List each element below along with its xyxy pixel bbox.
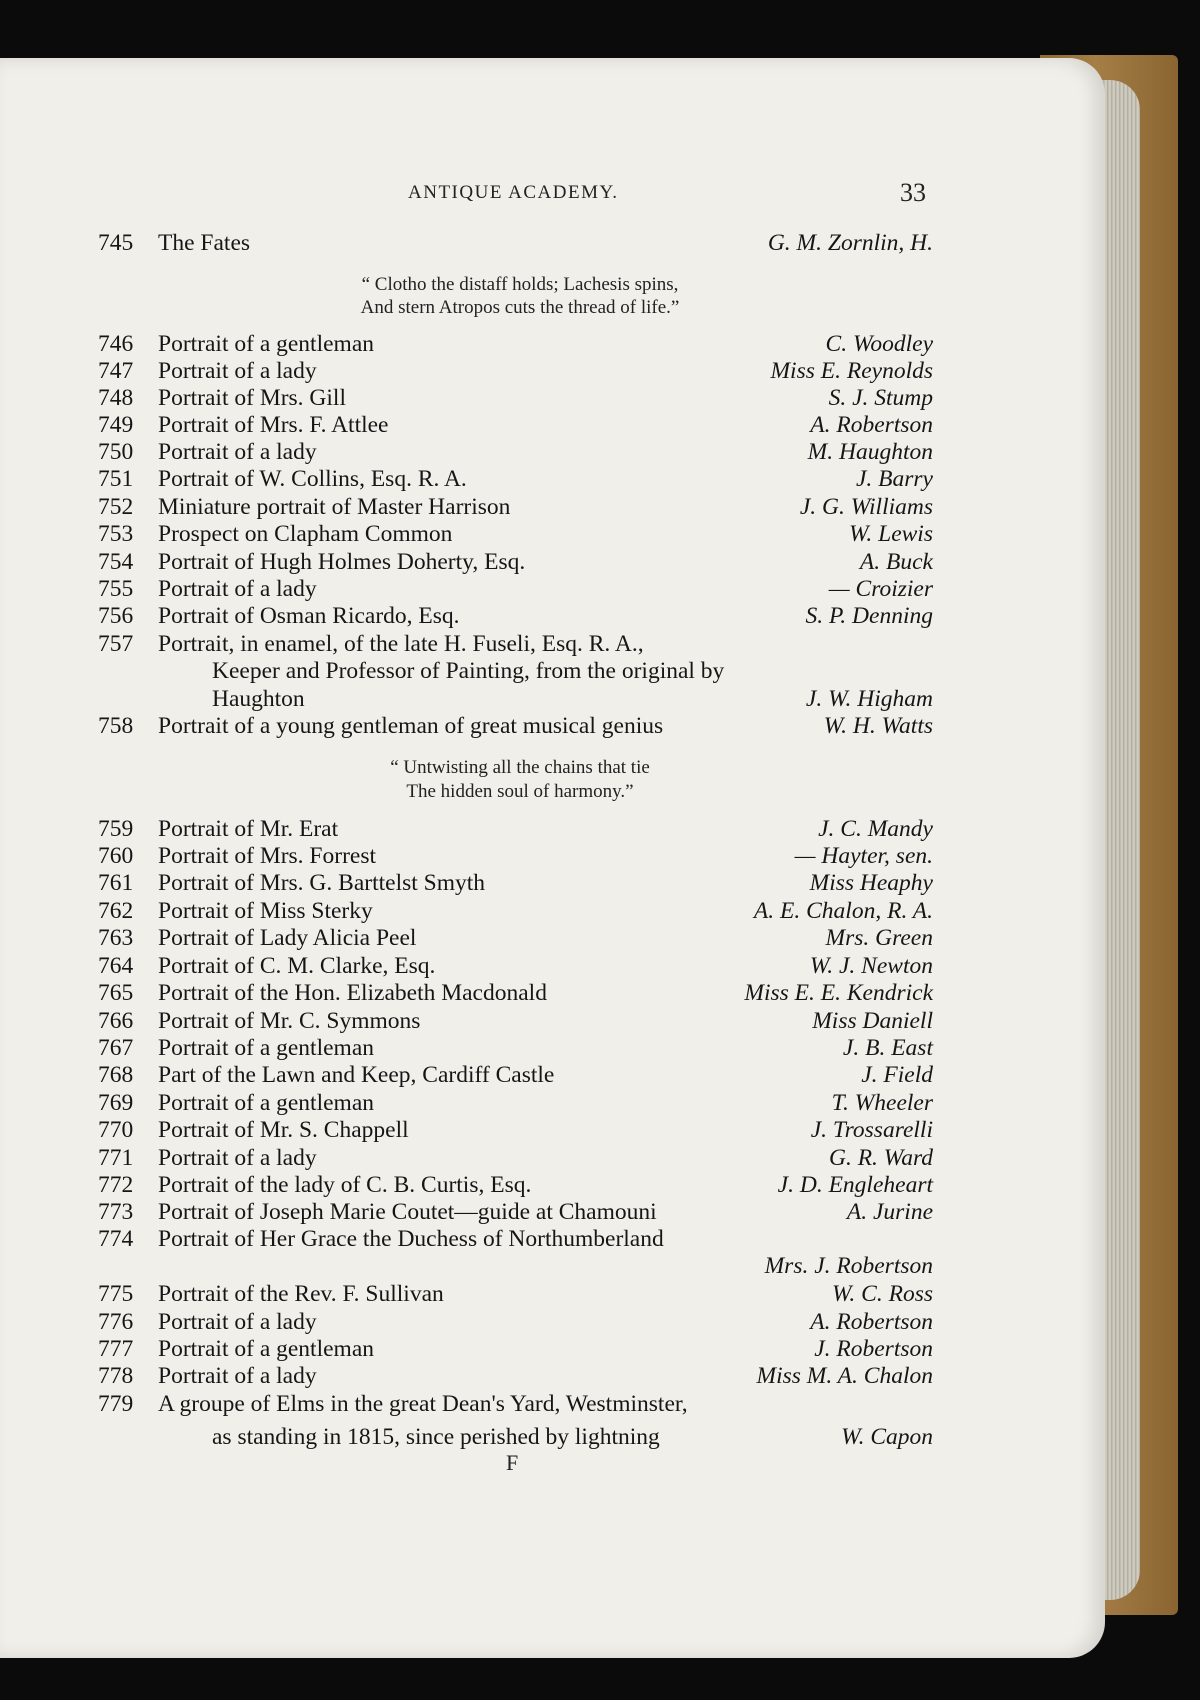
entry-number: 779 xyxy=(98,1391,134,1417)
catalogue-entry xyxy=(98,816,933,843)
entry-artist: J. C. Mandy xyxy=(818,816,933,842)
catalogue-entry xyxy=(98,870,933,897)
entry-number: 755 xyxy=(98,576,134,602)
entry-number: 773 xyxy=(98,1199,134,1225)
entry-number: 776 xyxy=(98,1309,134,1335)
entry-artist: J. G. Williams xyxy=(799,494,933,520)
catalogue-entry xyxy=(98,230,933,257)
catalogue-entry xyxy=(98,1172,933,1199)
entry-artist: A. Buck xyxy=(859,549,933,575)
entry-number: 748 xyxy=(98,385,134,411)
entry-number: 747 xyxy=(98,358,134,384)
running-head xyxy=(0,178,1200,208)
entry-artist: A. Jurine xyxy=(846,1199,933,1225)
entry-artist: G. M. Zornlin, H. xyxy=(767,230,933,256)
entry-title: Portrait of a lady xyxy=(158,1309,317,1335)
entry-title: Miniature portrait of Master Harrison xyxy=(158,494,511,520)
running-head-title: ANTIQUE ACADEMY. xyxy=(408,182,619,203)
entry-artist: J. Barry xyxy=(855,466,933,492)
entry-title: Portrait of a gentleman xyxy=(158,1336,374,1362)
entry-number: 756 xyxy=(98,603,134,629)
entry-title: Portrait of a lady xyxy=(158,358,317,384)
entry-title: Portrait of a gentleman xyxy=(158,331,374,357)
entry-artist: J. D. Engleheart xyxy=(777,1172,933,1198)
catalogue-entry xyxy=(98,494,933,521)
catalogue-entry xyxy=(98,713,933,740)
catalogue-entry xyxy=(98,412,933,439)
entry-title: Portrait of Lady Alicia Peel xyxy=(158,925,417,951)
entry-title: Portrait of Osman Ricardo, Esq. xyxy=(158,603,460,629)
catalogue-entry xyxy=(98,358,933,385)
entry-number: 771 xyxy=(98,1145,134,1171)
entry-title: Portrait of Mrs. Gill xyxy=(158,385,346,411)
entry-number: 751 xyxy=(98,466,134,492)
entry-number: 774 xyxy=(98,1226,134,1252)
entry-757-continuation: Haughton xyxy=(212,686,305,712)
entry-artist: J. Robertson xyxy=(814,1336,933,1362)
catalogue-entry xyxy=(98,521,933,548)
signature-mark: F xyxy=(506,1450,519,1475)
entry-artist: W. H. Watts xyxy=(823,713,933,739)
entry-number: 745 xyxy=(98,230,134,256)
catalogue-entry xyxy=(98,1145,933,1172)
catalogue-entry xyxy=(98,631,933,658)
catalogue-entry xyxy=(98,549,933,576)
entry-number: 749 xyxy=(98,412,134,438)
catalogue-entry xyxy=(98,1199,933,1226)
entry-artist: T. Wheeler xyxy=(831,1090,933,1116)
entry-number: 762 xyxy=(98,898,134,924)
catalogue-entry xyxy=(98,843,933,870)
entry-title: Portrait of a lady xyxy=(158,1145,317,1171)
entry-number: 746 xyxy=(98,331,134,357)
entry-artist: Miss E. Reynolds xyxy=(770,358,933,384)
entry-artist: A. Robertson xyxy=(810,412,933,438)
entry-number: 767 xyxy=(98,1035,134,1061)
catalogue-entry xyxy=(98,385,933,412)
catalogue-entry xyxy=(98,466,933,493)
entry-artist: A. E. Chalon, R. A. xyxy=(753,898,933,924)
catalogue-entry xyxy=(98,1391,933,1418)
entry-title: Part of the Lawn and Keep, Cardiff Castle xyxy=(158,1062,555,1088)
entry-number: 753 xyxy=(98,521,134,547)
entry-artist: Miss E. E. Kendrick xyxy=(744,980,933,1006)
entry-title: Portrait of the Rev. F. Sullivan xyxy=(158,1281,444,1307)
entry-title: Portrait of Mr. S. Chappell xyxy=(158,1117,409,1143)
entry-774-artist: Mrs. J. Robertson xyxy=(764,1253,933,1279)
catalogue-entry xyxy=(98,1117,933,1144)
catalogue-entry xyxy=(98,1281,933,1308)
catalogue-entry xyxy=(98,1363,933,1390)
catalogue-entry xyxy=(98,1090,933,1117)
entry-title: Portrait of Mrs. Forrest xyxy=(158,843,377,869)
entry-title: Portrait of the lady of C. B. Curtis, Esq. xyxy=(158,1172,532,1198)
entry-number: 768 xyxy=(98,1062,134,1088)
entry-artist: C. Woodley xyxy=(825,331,933,357)
entry-title: Portrait of C. M. Clarke, Esq. xyxy=(158,953,436,979)
entry-title: Portrait of a young gentleman of great musical genius xyxy=(158,713,664,739)
entry-number: 775 xyxy=(98,1281,134,1307)
entry-number: 770 xyxy=(98,1117,134,1143)
entry-title: Portrait of Mrs. G. Barttelst Smyth xyxy=(158,870,486,896)
entry-title: Portrait of a lady xyxy=(158,576,317,602)
entry-title: Portrait of Mr. Erat xyxy=(158,816,339,842)
entry-title: Portrait of Mrs. F. Attlee xyxy=(158,412,389,438)
entry-number: 769 xyxy=(98,1090,134,1116)
entry-title: Portrait of W. Collins, Esq. R. A. xyxy=(158,466,467,492)
entry-artist: S. P. Denning xyxy=(805,603,933,629)
entry-title: Portrait of a gentleman xyxy=(158,1035,374,1061)
quote-line: The hidden soul of harmony.” xyxy=(406,781,634,802)
entry-title: Portrait of Joseph Marie Coutet—guide at Chamouni xyxy=(158,1199,657,1225)
entry-number: 760 xyxy=(98,843,134,869)
entry-number: 750 xyxy=(98,439,134,465)
catalogue-entry xyxy=(98,576,933,603)
catalogue-entry xyxy=(98,953,933,980)
catalogue-entry xyxy=(98,898,933,925)
entry-number: 752 xyxy=(98,494,134,520)
entry-artist: G. R. Ward xyxy=(828,1145,933,1171)
catalogue-entry xyxy=(98,1008,933,1035)
entry-artist: Mrs. Green xyxy=(825,925,933,951)
entry-artist: — Hayter, sen. xyxy=(794,843,933,869)
entry-number: 772 xyxy=(98,1172,134,1198)
entry-artist: Miss Heaphy xyxy=(809,870,933,896)
quote-line: “ Clotho the distaff holds; Lachesis spins, xyxy=(361,274,679,295)
entry-number: 764 xyxy=(98,953,134,979)
entry-artist: Miss M. A. Chalon xyxy=(756,1363,933,1389)
entry-number: 757 xyxy=(98,631,134,657)
quote-line: And stern Atropos cuts the thread of life.” xyxy=(360,297,680,318)
entry-number: 765 xyxy=(98,980,134,1006)
entry-title: Portrait of Mr. C. Symmons xyxy=(158,1008,421,1034)
entry-757-artist: J. W. Higham xyxy=(805,686,933,712)
catalogue-entry xyxy=(98,439,933,466)
entry-number: 754 xyxy=(98,549,134,575)
entry-title: Portrait of Hugh Holmes Doherty, Esq. xyxy=(158,549,526,575)
entry-number: 763 xyxy=(98,925,134,951)
entry-artist: J. B. East xyxy=(842,1035,933,1061)
entry-artist: J. Field xyxy=(861,1062,933,1088)
entry-artist: A. Robertson xyxy=(810,1309,933,1335)
entry-title: Portrait, in enamel, of the late H. Fuseli, Esq. R. A., xyxy=(158,631,644,657)
entry-title: Portrait of the Hon. Elizabeth Macdonald xyxy=(158,980,547,1006)
entry-number: 758 xyxy=(98,713,134,739)
entry-779-continuation: as standing in 1815, since perished by lightning xyxy=(212,1424,660,1450)
entry-number: 759 xyxy=(98,816,134,842)
quote-line: “ Untwisting all the chains that tie xyxy=(390,757,650,778)
entry-artist: M. Haughton xyxy=(807,439,933,465)
catalogue-entry xyxy=(98,1062,933,1089)
entry-title: A groupe of Elms in the great Dean's Yard, Westminster, xyxy=(158,1391,688,1417)
entry-artist: W. Lewis xyxy=(848,521,933,547)
catalogue-entry xyxy=(98,1309,933,1336)
entry-757-continuation: Keeper and Professor of Painting, from the original by xyxy=(212,658,725,684)
catalogue-entry xyxy=(98,331,933,358)
entry-title: Portrait of a lady xyxy=(158,439,317,465)
catalogue-entry xyxy=(98,980,933,1007)
entry-number: 777 xyxy=(98,1336,134,1362)
entry-artist: W. C. Ross xyxy=(832,1281,933,1307)
page-number: 33 xyxy=(900,178,926,207)
entry-number: 761 xyxy=(98,870,134,896)
entry-title: Portrait of Her Grace the Duchess of Northumberland xyxy=(158,1226,664,1252)
entry-title: Portrait of Miss Sterky xyxy=(158,898,373,924)
entry-artist: J. Trossarelli xyxy=(810,1117,933,1143)
entry-artist: W. J. Newton xyxy=(809,953,933,979)
entry-artist: S. J. Stump xyxy=(828,385,933,411)
entry-title: Portrait of a lady xyxy=(158,1363,317,1389)
catalogue-entry xyxy=(98,925,933,952)
entry-779-artist: W. Capon xyxy=(841,1424,933,1450)
entry-title: Portrait of a gentleman xyxy=(158,1090,374,1116)
catalogue-entry xyxy=(98,1035,933,1062)
entry-title: The Fates xyxy=(158,230,251,256)
entry-artist: Miss Daniell xyxy=(812,1008,933,1034)
catalogue-entry xyxy=(98,1336,933,1363)
entry-artist: — Croizier xyxy=(828,576,933,602)
catalogue-entry xyxy=(98,603,933,630)
entry-number: 778 xyxy=(98,1363,134,1389)
entry-number: 766 xyxy=(98,1008,134,1034)
catalogue-entry xyxy=(98,1226,933,1253)
entry-title: Prospect on Clapham Common xyxy=(158,521,453,547)
